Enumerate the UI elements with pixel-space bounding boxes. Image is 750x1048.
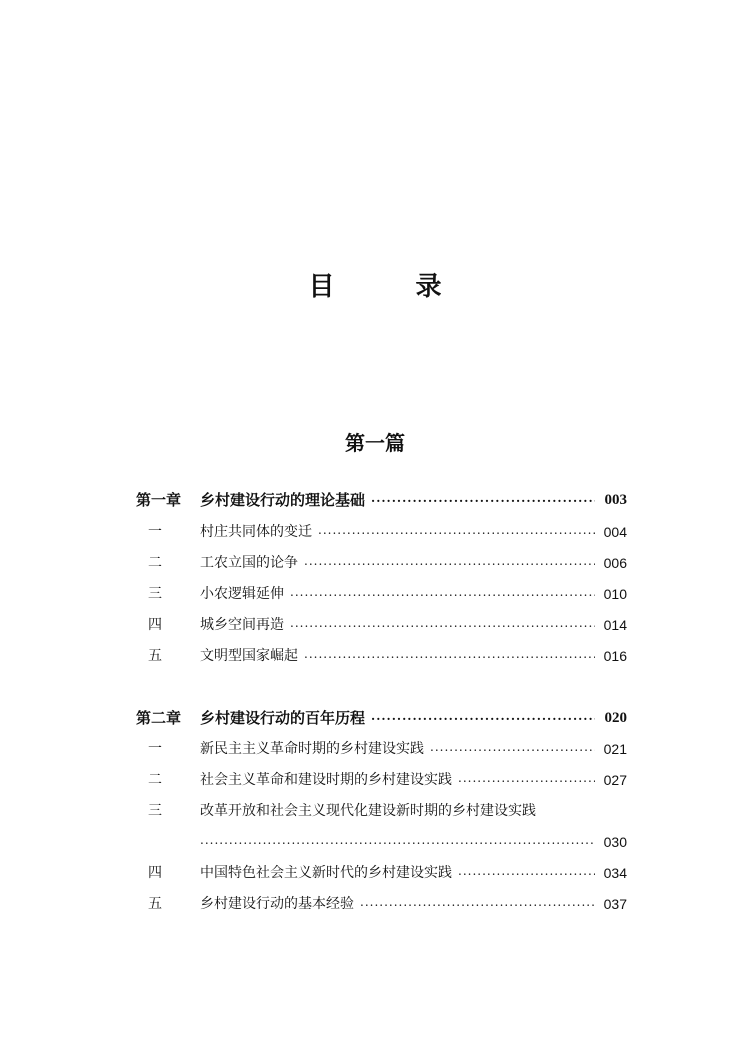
section-entry[interactable] bbox=[136, 737, 627, 761]
section-number: 二 bbox=[148, 772, 162, 788]
section-title: 社会主义革命和建设时期的乡村建设实践 bbox=[200, 772, 452, 788]
section-entry-wrapped[interactable] bbox=[136, 799, 627, 823]
section-title: 文明型国家崛起 bbox=[200, 648, 298, 664]
section-entry[interactable] bbox=[136, 644, 627, 668]
section-number: 五 bbox=[148, 896, 162, 912]
section-title: 中国特色社会主义新时代的乡村建设实践 bbox=[200, 865, 452, 881]
page-number: 004 bbox=[603, 524, 627, 540]
toc-title: 目 录 bbox=[308, 272, 478, 302]
section-title: 改革开放和社会主义现代化建设新时期的乡村建设实践 bbox=[200, 803, 536, 819]
chapter-entry-1[interactable] bbox=[136, 488, 627, 512]
dot-leader bbox=[318, 520, 595, 544]
section-entry[interactable] bbox=[136, 768, 627, 792]
dot-leader bbox=[430, 737, 595, 761]
section-number: 三 bbox=[148, 803, 162, 819]
chapter-label: 第二章 bbox=[136, 709, 182, 727]
dot-leader bbox=[290, 582, 595, 606]
section-number: 五 bbox=[148, 648, 162, 664]
page-number: 021 bbox=[603, 741, 627, 757]
chapter-title: 乡村建设行动的百年历程 bbox=[200, 709, 366, 727]
dot-leader bbox=[200, 830, 595, 854]
section-entry-continuation[interactable] bbox=[136, 830, 627, 854]
section-entry[interactable] bbox=[136, 520, 627, 544]
section-number: 一 bbox=[148, 524, 162, 540]
section-entry[interactable] bbox=[136, 582, 627, 606]
section-title: 新民主主义革命时期的乡村建设实践 bbox=[200, 741, 424, 757]
dot-leader bbox=[360, 892, 595, 916]
section-entry[interactable] bbox=[136, 892, 627, 916]
chapter-title: 乡村建设行动的理论基础 bbox=[200, 491, 366, 509]
page-number: 034 bbox=[603, 865, 627, 881]
section-title: 工农立国的论争 bbox=[200, 555, 298, 571]
page-number: 006 bbox=[603, 555, 627, 571]
page-number: 010 bbox=[603, 586, 627, 602]
page-number: 030 bbox=[603, 834, 627, 850]
section-number: 四 bbox=[148, 617, 162, 633]
dot-leader bbox=[371, 706, 595, 730]
page-number: 014 bbox=[603, 617, 627, 633]
section-number: 一 bbox=[148, 741, 162, 757]
section-title: 乡村建设行动的基本经验 bbox=[200, 896, 354, 912]
dot-leader bbox=[371, 488, 595, 512]
dot-leader bbox=[290, 613, 595, 637]
chapter-label: 第一章 bbox=[136, 491, 182, 509]
section-title: 城乡空间再造 bbox=[200, 617, 284, 633]
page-number: 016 bbox=[603, 648, 627, 664]
section-entry[interactable] bbox=[136, 551, 627, 575]
page-number: 020 bbox=[604, 710, 627, 726]
section-number: 二 bbox=[148, 555, 162, 571]
page-number: 027 bbox=[603, 772, 627, 788]
section-entry[interactable] bbox=[136, 861, 627, 885]
section-number: 三 bbox=[148, 586, 162, 602]
dot-leader bbox=[458, 768, 595, 792]
dot-leader bbox=[304, 551, 595, 575]
part-title: 第一篇 bbox=[345, 431, 405, 455]
section-title: 村庄共同体的变迁 bbox=[200, 524, 312, 540]
section-entry[interactable] bbox=[136, 613, 627, 637]
page-number: 003 bbox=[604, 492, 627, 508]
section-title: 小农逻辑延伸 bbox=[200, 586, 284, 602]
section-number: 四 bbox=[148, 865, 162, 881]
dot-leader bbox=[458, 861, 595, 885]
page-number: 037 bbox=[603, 896, 627, 912]
dot-leader bbox=[304, 644, 595, 668]
chapter-entry-2[interactable] bbox=[136, 706, 627, 730]
